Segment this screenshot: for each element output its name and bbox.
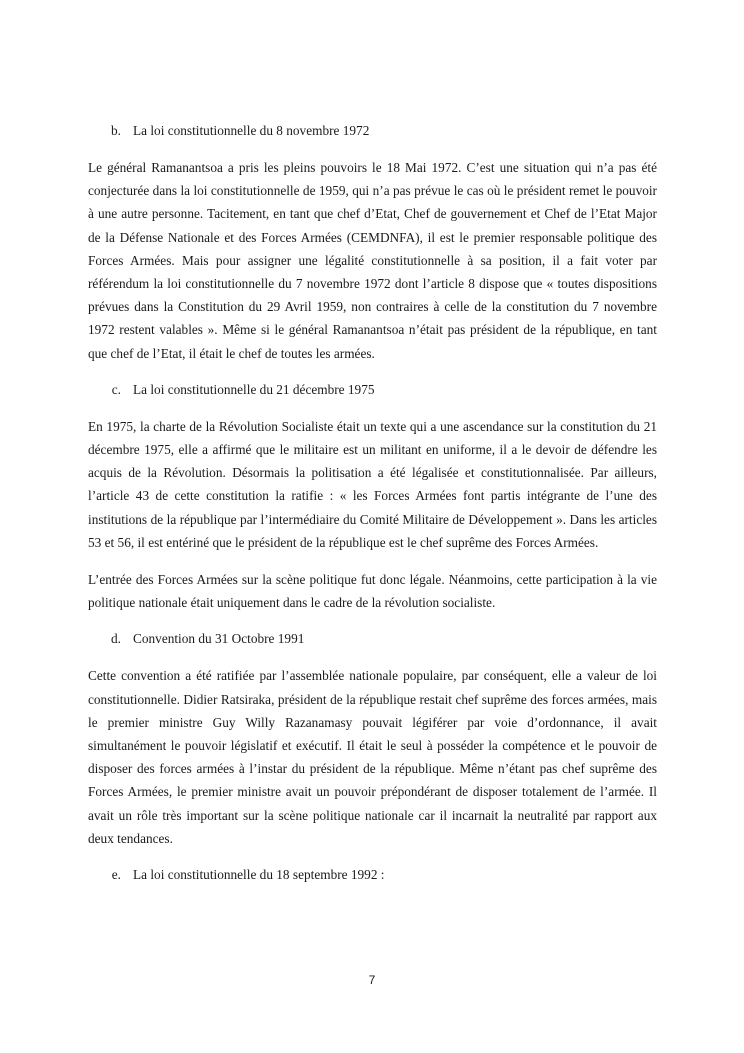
document-page (88, 120, 657, 900)
section-heading-e (88, 864, 657, 886)
section-heading-b (88, 120, 657, 142)
paragraph: Cette convention a été ratifiée par l’assemblée nationale populaire, par conséquent, elle a valeur de loi constitutionnelle. Didier Ratsiraka, président de la république restait chef suprême des forces armées, mais le premier ministre Guy Willy Razanamasy pouvait légiférer par voie d’ordonnance, il avait simultanément le pouvoir législatif et exécutif. Il était le seul à posséder la compétence et le pouvoir de disposer des forces armées à l’instar du président de la république. Même n’étant pas chef suprême des Forces Armées, le premier ministre avait un pouvoir prépondérant de disposer totalement de l’armée. Il avait un rôle très important sur la scène politique nationale car il incarnait la neutralité par rapport aux deux tendances. (88, 668, 657, 846)
section-label: d. (111, 631, 121, 647)
section-label: e. (111, 867, 121, 883)
section-heading-d (88, 628, 657, 650)
section-label: c. (111, 381, 121, 397)
paragraph: En 1975, la charte de la Révolution Socialiste était un texte qui a une ascendance sur la constitution du 21 décembre 1975, elle a affirmé que le militaire est un militant en uniforme, il a le devoir de défendre les acquis de la Révolution. Désormais la politisation a été légalisée et constitutionnalisée. Par ailleurs, l’article 43 de cette constitution la ratifie : « les Forces Armées font partis intégrante de l’une des institutions de la république par l’intermédiaire du Comité Militaire de Développement ». Dans les articles 53 et 56, il est entériné que le président de la république est le chef suprême des Forces Armées. (88, 418, 657, 550)
paragraph: Le général Ramanantsoa a pris les pleins pouvoirs le 18 Mai 1972. C’est une situation qui n’a pas été conjecturée dans la loi constitutionnelle de 1959, qui n’a pas prévue le cas où le président remet le pouvoir à une autre personne. Tacitement, en tant que chef d’Etat, Chef de gouvernement et Chef de l’Etat Major de la Défense Nationale et des Forces Armées (CEMDNFA), il est le premier responsable politique des Forces Armées. Mais pour assigner une légalité constitutionnelle à sa position, il a fait voter par référendum la loi constitutionnelle du 7 novembre 1972 dont l’article 8 dispose que « toutes dispositions prévues dans la Constitution du 29 Avril 1959, non contraires à celle de la constitution du 7 novembre 1972 restent valables ». Même si le général Ramanantsoa n’était pas président de la république, en tant que chef de l’Etat, il était le chef de toutes les armées. (88, 160, 657, 361)
page-number: 7 (368, 973, 376, 987)
section-title: La loi constitutionnelle du 21 décembre 1975 (133, 381, 375, 397)
section-title: Convention du 31 Octobre 1991 (133, 631, 305, 647)
section-title: La loi constitutionnelle du 18 septembre 1992 : (133, 867, 385, 883)
section-label: b. (111, 123, 121, 138)
section-title: La loi constitutionnelle du 8 novembre 1972 (133, 123, 370, 138)
paragraph: L’entrée des Forces Armées sur la scène politique fut donc légale. Néanmoins, cette participation à la vie politique nationale était uniquement dans le cadre de la révolution socialiste. (88, 572, 657, 611)
section-heading-c (88, 379, 657, 401)
